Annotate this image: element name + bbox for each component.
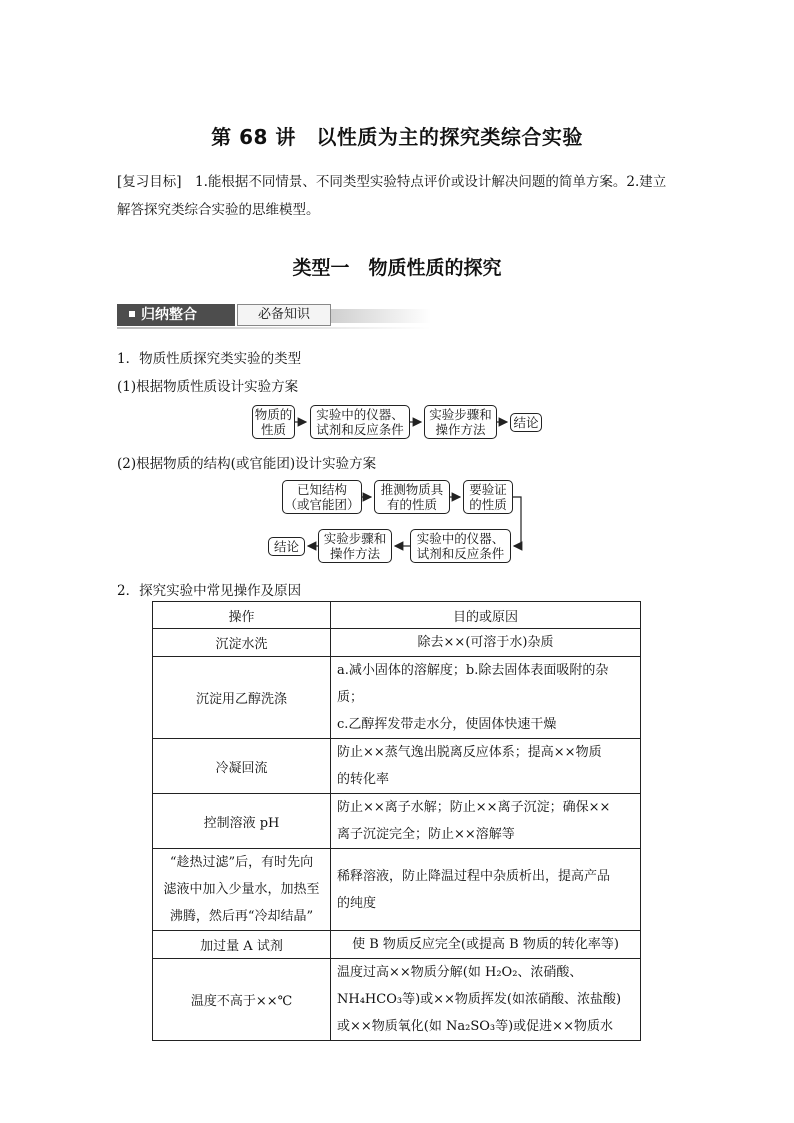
reason-cell [331,629,641,657]
reason-line: 防止××离子水解；防止××离子沉淀；确保×× [337,800,611,815]
node-line: 物质的 [254,407,293,422]
operation-cell [153,849,331,931]
operation-cell: 控制溶液 pH [153,794,331,849]
flow2-node-conclusion [268,537,305,556]
node-line: 推测物质具 [380,482,444,497]
reason-line: 或××物质氧化(如 Na₂SO₃等)或促进××物质水 [337,1019,613,1034]
reason-line: 温度过高××物质分解(如 H₂O₂、浓硝酸、 [337,965,583,980]
reason-line: c.乙醇挥发带走水分，使固体快速干燥 [337,717,557,732]
reason-cell [331,931,641,959]
operation-cell: 温度不高于××℃ [153,959,331,1041]
reason-line: a.减小固体的溶解度；b.除去固体表面吸附的杂质； [337,663,609,705]
review-goals-line-2: 解答探究类综合实验的思维模型。 [117,202,320,218]
node-line: 性质 [260,422,286,437]
node-line: 实验中的仪器、 [316,407,404,422]
table-row [153,931,641,959]
node-line: 有的性质 [386,497,437,512]
operations-table [152,601,641,1041]
section2-heading: 2．探究实验中常见操作及原因 [117,583,302,599]
reason-cell [331,657,641,739]
operation-cell: 沉淀水洗 [153,629,331,657]
table-row [153,657,641,739]
reason-line: NH₄HCO₃等)或××物质挥发(如浓硝酸、浓盐酸) [337,992,622,1007]
node-line: 已知结构 [296,482,347,497]
flow2-node-known-structure [282,480,362,514]
flow2-node-verify-property [463,480,513,514]
flow2-node-reagents [410,529,511,563]
node-line: （或官能团） [284,497,360,512]
reason-line: 离子沉淀完全；防止××溶解等 [337,827,515,842]
section1-heading: 1．物质性质探究类实验的类型 [117,351,302,367]
reason-line: 的转化率 [337,772,390,787]
node-line: 要验证 [469,482,507,497]
node-line: 实验步骤和 [323,531,387,546]
reason-cell [331,794,641,849]
operation-line: 沸腾，然后再“冷却结晶” [169,909,314,924]
table-row [153,794,641,849]
node-line: 的性质 [469,497,507,512]
operation-cell: 沉淀用乙醇洗涤 [153,657,331,739]
node-line: 结论 [273,539,299,554]
reason-line: 防止××蒸气逸出脱离反应体系；提高××物质 [337,745,602,760]
flow1-node-reagents [310,405,410,439]
operation-line: “趁热过滤”后，有时先向 [169,855,314,870]
reason-line: 稀释溶液，防止降温过程中杂质析出，提高产品 [337,868,611,884]
node-line: 实验中的仪器、 [416,531,505,546]
banner-main-text: 归纳整合 [141,307,197,323]
flow2-node-steps [318,529,392,563]
header-reason: 目的或原因 [331,602,641,629]
section1-sub2: (2)根据物质的结构(或官能团)设计实验方案 [117,456,377,472]
flow1-node-property [252,405,295,439]
reason-line: 的纯度 [337,895,377,911]
header-operation: 操作 [153,602,331,629]
node-line: 试剂和反应条件 [416,546,505,561]
node-line: 操作方法 [435,422,486,437]
reason-cell [331,739,641,794]
table-header-row [153,602,641,629]
operation-cell: 冷凝回流 [153,739,331,794]
table-row [153,959,641,1041]
flow2-node-infer-property [374,480,450,514]
node-line: 实验步骤和 [429,407,492,422]
node-line: 结论 [513,415,539,430]
reason-cell [331,959,641,1041]
section1-sub1: (1)根据物质性质设计实验方案 [117,379,299,395]
banner-tag: 必备知识 [237,304,331,326]
type-heading: 类型一 物质性质的探究 [292,257,502,279]
flow1-node-steps [424,405,497,439]
reason-line: 除去××(可溶于水)杂质 [417,635,554,650]
reason-cell [331,849,641,931]
operation-cell: 加过量 A 试剂 [153,931,331,959]
table-row [153,849,641,931]
node-line: 操作方法 [329,546,380,561]
review-goals-line-1: [复习目标] 1.能根据不同情景、不同类型实验特点评价或设计解决问题的简单方案。2.建立 [117,174,667,190]
lecture-title: 第 68 讲 以性质为主的探究类综合实验 [211,125,583,149]
table-row [153,629,641,657]
node-line: 试剂和反应条件 [316,422,404,437]
reason-line: 使 B 物质反应完全(或提高 B 物质的转化率等) [352,937,619,952]
operation-line: 滤液中加入少量水，加热至 [163,882,320,897]
table-row [153,739,641,794]
flow1-node-conclusion [510,413,542,432]
